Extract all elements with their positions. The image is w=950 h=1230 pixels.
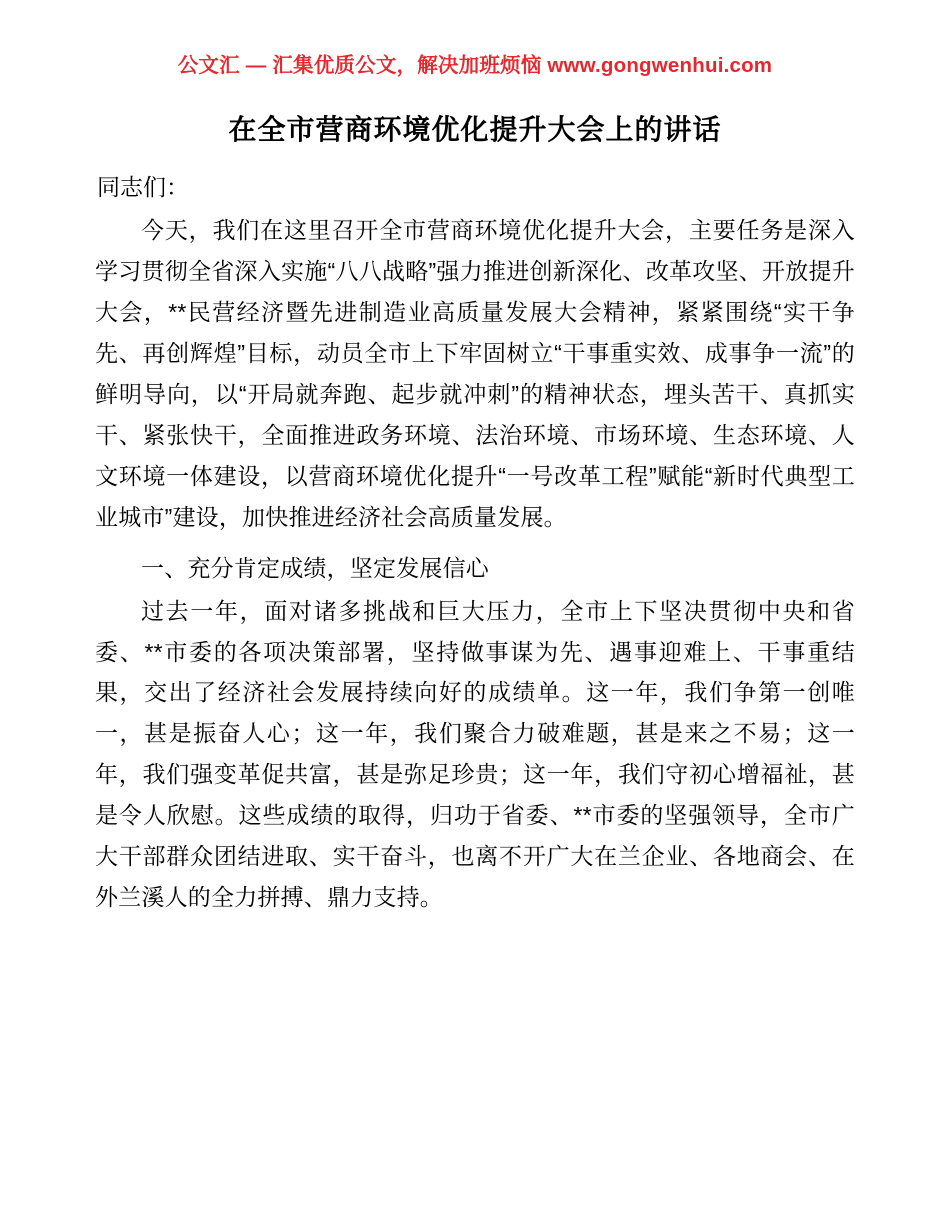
paragraph-body: 今天，我们在这里召开全市营商环境优化提升大会，主要任务是深入学习贯彻全省深入实施“八八战略”强力推进创新深化、改革攻坚、开放提升大会，**民营经济暨先进制造业高质量发展大会精神，紧紧围绕“实干争先、再创辉煌”目标，动员全市上下牢固树立“干事重实效、成事争一流”的鲜明导向，以“开局就奔跑、起步就冲刺”的精神状态，埋头苦干、真抓实干、紧张快干，全面推进政务环境、法治环境、市场环境、生态环境、人文环境一体建设，以营商环境优化提升“一号改革工程”赋能“新时代典型工业城市”建设，加快推进经济社会高质量发展。: [95, 217, 855, 530]
salutation: 同志们：: [97, 174, 189, 201]
site-watermark: 公文汇 — 汇集优质公文，解决加班烦恼 www.gongwenhui.com: [177, 54, 773, 77]
paragraph-body: 过去一年，面对诸多挑战和巨大压力，全市上下坚决贯彻中央和省委、**市委的各项决策部署，坚持做事谋为先、遇事迎难上、干事重结果，交出了经济社会发展持续向好的成绩单。这一年，我们争第一创唯一，甚是振奋人心；这一年，我们聚合力破难题，甚是来之不易；这一年，我们强变革促共富，甚是弥足珍贵；这一年，我们守初心增福祉，甚是令人欣慰。这些成绩的取得，归功于省委、**市委的坚强领导，全市广大干部群众团结进取、实干奋斗，也离不开广大在兰企业、各地商会、在外兰溪人的全力拼搏、鼎力支持。: [95, 597, 855, 911]
section-heading: 一、充分肯定成绩，坚定发展信心: [141, 554, 489, 581]
page-title: 在全市营商环境优化提升大会上的讲话: [228, 114, 722, 145]
